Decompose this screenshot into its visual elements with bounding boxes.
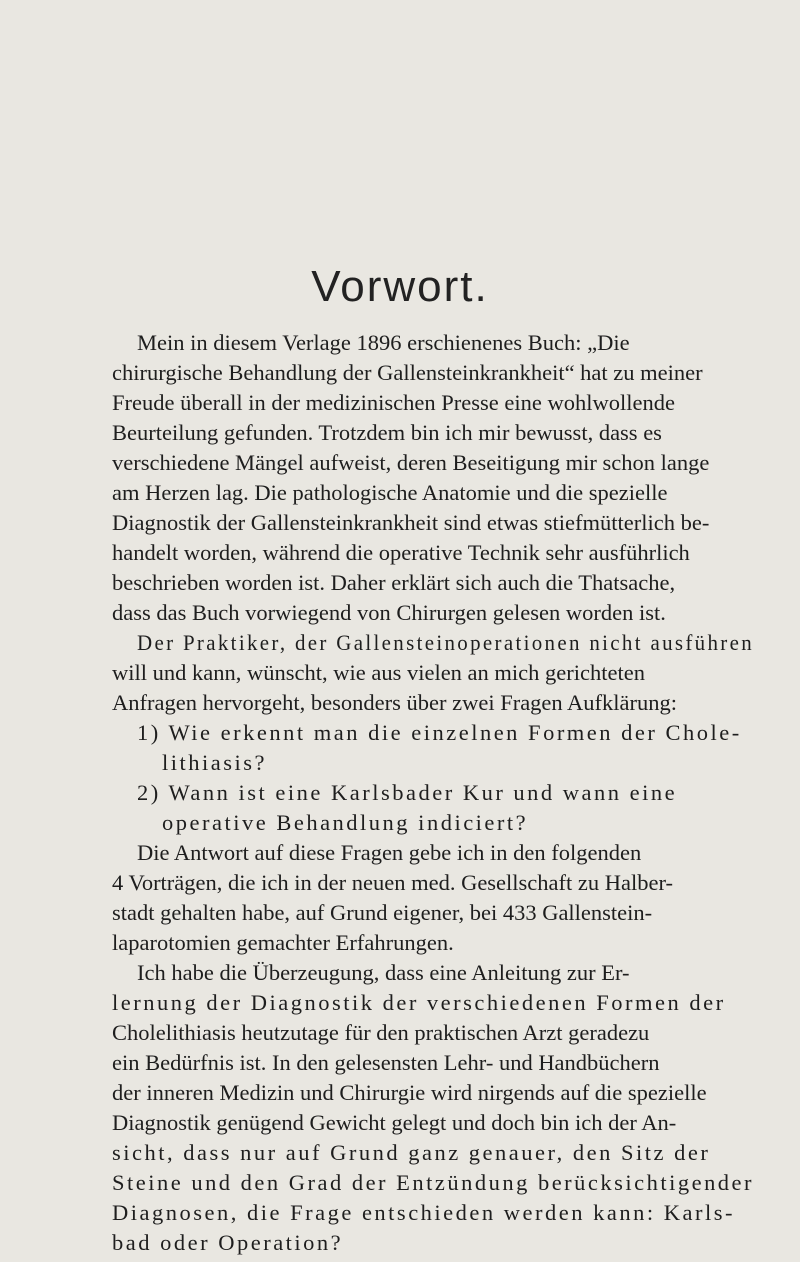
text-line: dass das Buch vorwiegend von Chirurgen gelesen worden ist. (112, 600, 666, 625)
text-line: beschrieben worden ist. Daher erklärt sich auch die Thatsache, (112, 570, 676, 595)
text-line: Beurteilung gefunden. Trotzdem bin ich mir bewusst, dass es (112, 420, 662, 445)
text-line: bad oder Operation? (112, 1230, 344, 1255)
text-line: operative Behandlung indiciert? (162, 810, 529, 835)
text-line: Freude überall in der medizinischen Presse eine wohlwollende (112, 390, 675, 415)
text-line: 1) Wie erkennt man die einzelnen Formen der Chole- (137, 720, 742, 745)
text-line: lernung der Diagnostik der verschiedenen Formen der (112, 990, 726, 1015)
text-line: stadt gehalten habe, auf Grund eigener, bei 433 Gallenstein- (112, 900, 653, 925)
text-line: Die Antwort auf diese Fragen gebe ich in den folgenden (137, 840, 642, 865)
text-line: Ich habe die Überzeugung, dass eine Anleitung zur Er- (137, 960, 630, 985)
text-line: der inneren Medizin und Chirurgie wird nirgends auf die spezielle (112, 1080, 707, 1105)
text-line: 2) Wann ist eine Karlsbader Kur und wann eine (137, 780, 678, 805)
text-line: Der Praktiker, der Gallensteinoperationen nicht ausführen (137, 630, 755, 655)
text-line: laparotomien gemachter Erfahrungen. (112, 930, 454, 955)
text-line: Anfragen hervorgeht, besonders über zwei Fragen Aufklärung: (112, 690, 678, 715)
text-line: chirurgische Behandlung der Gallensteinkrankheit“ hat zu meiner (112, 360, 703, 385)
text-line: Diagnostik genügend Gewicht gelegt und doch bin ich der An- (112, 1110, 677, 1135)
text-line: Diagnosen, die Frage entschieden werden kann: Karls- (112, 1200, 735, 1225)
page-title: Vorwort. (311, 262, 489, 311)
text-line: Cholelithiasis heutzutage für den praktischen Arzt geradezu (112, 1020, 650, 1045)
text-line: am Herzen lag. Die pathologische Anatomie und die spezielle (112, 480, 668, 505)
text-line: 4 Vorträgen, die ich in der neuen med. Gesellschaft zu Halber- (112, 870, 674, 895)
text-line: handelt worden, während die operative Technik sehr ausführlich (112, 540, 690, 565)
text-line: lithiasis? (162, 750, 267, 775)
text-line: verschiedene Mängel aufweist, deren Beseitigung mir schon lange (112, 450, 710, 475)
text-line: ein Bedürfnis ist. In den gelesensten Lehr- und Handbüchern (112, 1050, 660, 1075)
text-line: Steine und den Grad der Entzündung berücksichtigender (112, 1170, 755, 1195)
text-line: will und kann, wünscht, wie aus vielen an mich gerichteten (112, 660, 645, 685)
text-line: Diagnostik der Gallensteinkrankheit sind etwas stiefmütterlich be- (112, 510, 710, 535)
text-line: sicht, dass nur auf Grund ganz genauer, den Sitz der (112, 1140, 711, 1165)
text-line: Mein in diesem Verlage 1896 erschienenes Buch: „Die (137, 330, 630, 355)
